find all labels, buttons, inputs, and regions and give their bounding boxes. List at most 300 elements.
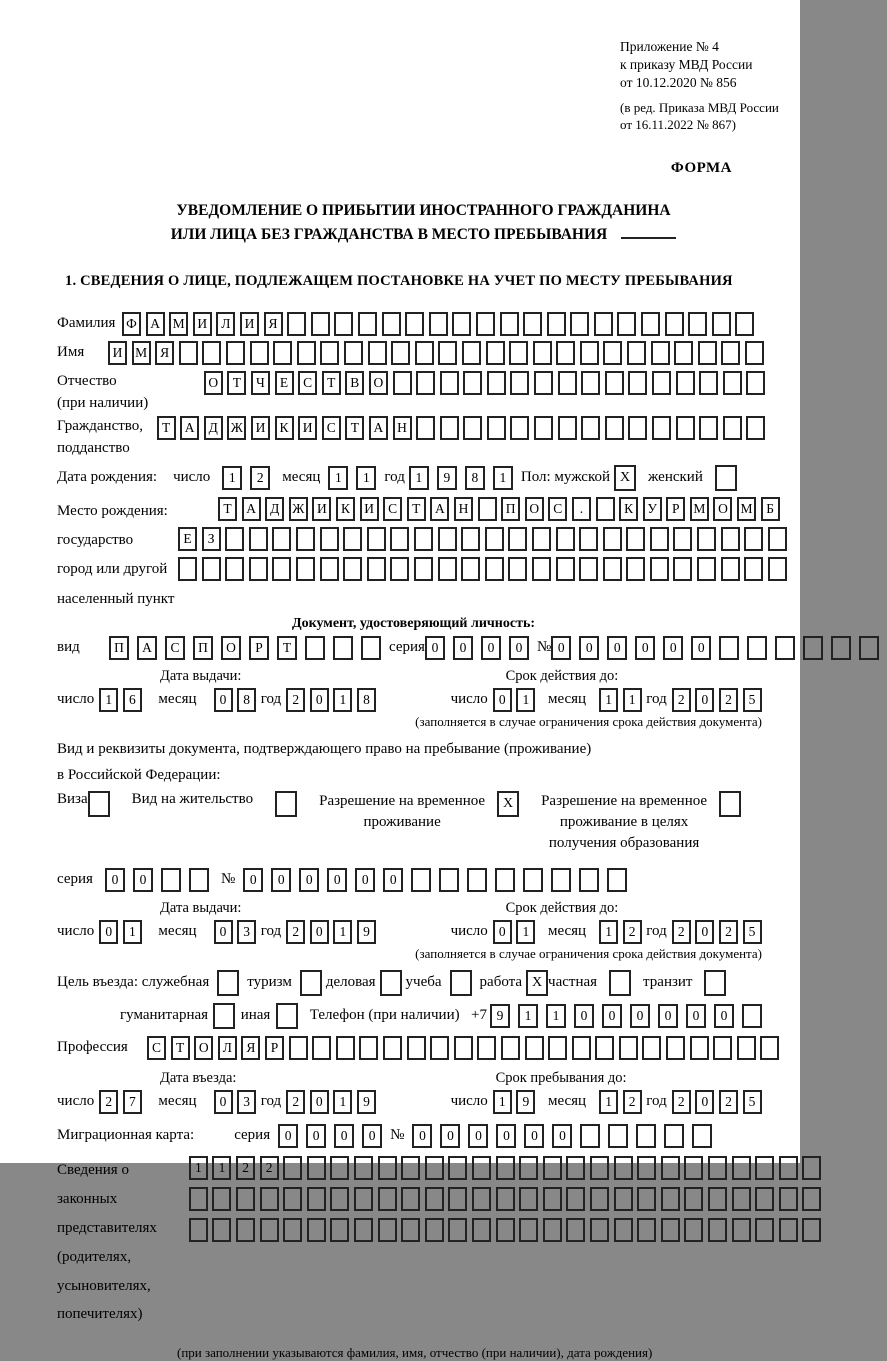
mig-series-label: серия bbox=[234, 1127, 271, 1144]
temp-residence-edu-checkbox[interactable] bbox=[719, 791, 741, 817]
purpose-business-label: деловая bbox=[325, 974, 376, 991]
migration-card-label: Миграционная карта: bbox=[57, 1127, 195, 1144]
char-cell: 0 bbox=[299, 868, 319, 892]
char-cell: 0 bbox=[695, 688, 714, 712]
char-cell bbox=[496, 1218, 515, 1242]
visa-checkbox[interactable] bbox=[88, 791, 110, 817]
year-label: год bbox=[260, 923, 282, 940]
entry-month-cells[interactable] bbox=[214, 1090, 261, 1114]
char-cell bbox=[609, 970, 631, 996]
char-cell bbox=[708, 1218, 727, 1242]
char-cell bbox=[296, 557, 315, 581]
surname-cells[interactable] bbox=[122, 312, 759, 336]
birth-place-labels bbox=[57, 497, 178, 614]
purpose-official-checkbox[interactable] bbox=[217, 970, 239, 996]
char-cell bbox=[590, 1156, 609, 1180]
birth-month-cells[interactable] bbox=[328, 466, 384, 490]
doc-valid-year-cells[interactable] bbox=[672, 688, 766, 712]
permit-valid-note: (заполняется в случае ограничения срока действия документа) bbox=[415, 945, 762, 961]
char-cell bbox=[674, 341, 693, 365]
char-cell: Б bbox=[761, 497, 780, 521]
char-cell bbox=[742, 1004, 762, 1028]
char-cell bbox=[684, 1187, 703, 1211]
char-cell bbox=[721, 527, 740, 551]
char-cell: 8 bbox=[465, 466, 485, 490]
char-cell: Я bbox=[241, 1036, 260, 1060]
char-cell bbox=[744, 557, 763, 581]
stay-month-cells[interactable] bbox=[599, 1090, 646, 1114]
char-cell: 0 bbox=[310, 920, 329, 944]
month-label: месяц bbox=[282, 469, 321, 486]
char-cell: И bbox=[193, 312, 212, 336]
birth-place-row2-cells[interactable] bbox=[178, 527, 791, 551]
year-label: год bbox=[646, 923, 667, 940]
doc-kind-cells[interactable] bbox=[109, 636, 389, 660]
entry-day-cells[interactable] bbox=[99, 1090, 146, 1114]
char-cell: 0 bbox=[658, 1004, 678, 1028]
char-cell bbox=[448, 1156, 467, 1180]
char-cell bbox=[603, 341, 622, 365]
year-label: год bbox=[384, 469, 405, 486]
char-cell bbox=[581, 416, 600, 440]
char-cell bbox=[721, 341, 740, 365]
purpose-humanitarian-checkbox[interactable] bbox=[213, 1003, 235, 1029]
char-cell: А bbox=[137, 636, 157, 660]
doc-number-label: № bbox=[536, 639, 552, 656]
char-cell bbox=[732, 1156, 751, 1180]
char-cell bbox=[650, 527, 669, 551]
permit-issue-day-cells[interactable] bbox=[99, 920, 146, 944]
char-cell bbox=[250, 341, 269, 365]
char-cell bbox=[487, 416, 506, 440]
char-cell: 1 bbox=[599, 1090, 618, 1114]
char-cell bbox=[755, 1156, 774, 1180]
char-cell: 2 bbox=[260, 1156, 279, 1180]
char-cell bbox=[393, 371, 412, 395]
entry-date-header: Дата въезда: bbox=[160, 1069, 237, 1086]
char-cell: 1 bbox=[599, 920, 618, 944]
char-cell bbox=[596, 497, 615, 521]
char-cell bbox=[684, 1156, 703, 1180]
char-cell bbox=[508, 557, 527, 581]
purpose-work-checkbox[interactable] bbox=[526, 970, 548, 996]
char-cell bbox=[690, 1036, 709, 1060]
char-cell bbox=[509, 341, 528, 365]
char-cell: Д bbox=[204, 416, 223, 440]
char-cell bbox=[661, 1156, 680, 1180]
char-cell: 1 bbox=[222, 466, 242, 490]
char-cell bbox=[755, 1218, 774, 1242]
char-cell bbox=[416, 416, 435, 440]
char-cell bbox=[472, 1187, 491, 1211]
day-label: число bbox=[450, 1093, 488, 1110]
doc-series-label: серия bbox=[389, 639, 425, 656]
guardians-label-line1: Сведения о bbox=[57, 1161, 129, 1178]
char-cell bbox=[189, 1218, 208, 1242]
patronymic-label bbox=[57, 371, 204, 415]
char-cell: Т bbox=[227, 371, 246, 395]
char-cell: 1 bbox=[493, 1090, 512, 1114]
char-cell: С bbox=[147, 1036, 166, 1060]
patronymic-cells[interactable] bbox=[204, 371, 770, 395]
birth-day-cells[interactable] bbox=[222, 466, 278, 490]
char-cell: О bbox=[221, 636, 241, 660]
char-cell: М bbox=[169, 312, 188, 336]
char-cell bbox=[608, 1124, 628, 1148]
char-cell bbox=[275, 791, 297, 817]
form-title bbox=[57, 199, 770, 247]
char-cell bbox=[626, 527, 645, 551]
char-cell bbox=[300, 970, 322, 996]
name-label: Имя bbox=[57, 344, 85, 361]
char-cell: 0 bbox=[695, 1090, 714, 1114]
char-cell bbox=[425, 1218, 444, 1242]
profession-cells[interactable] bbox=[147, 1036, 784, 1060]
char-cell bbox=[642, 1036, 661, 1060]
char-cell bbox=[378, 1218, 397, 1242]
char-cell: X bbox=[526, 970, 548, 996]
char-cell bbox=[307, 1156, 326, 1180]
char-cell bbox=[580, 341, 599, 365]
char-cell bbox=[367, 557, 386, 581]
char-cell: 0 bbox=[468, 1124, 488, 1148]
char-cell: Н bbox=[393, 416, 412, 440]
char-cell bbox=[688, 312, 707, 336]
permit-series-cells[interactable] bbox=[105, 868, 217, 892]
char-cell: 9 bbox=[490, 1004, 510, 1028]
char-cell bbox=[603, 557, 622, 581]
char-cell bbox=[380, 970, 402, 996]
char-cell bbox=[226, 341, 245, 365]
char-cell bbox=[236, 1218, 255, 1242]
stay-day-cells[interactable] bbox=[493, 1090, 540, 1114]
char-cell bbox=[283, 1156, 302, 1180]
temp-residence-edu-label-line1: Разрешение на временное bbox=[541, 792, 708, 809]
char-cell: И bbox=[108, 341, 127, 365]
doc-issue-day-cells[interactable] bbox=[99, 688, 146, 712]
birth-place-row3-cells[interactable] bbox=[178, 557, 791, 581]
char-cell: И bbox=[312, 497, 331, 521]
purpose-study-checkbox[interactable] bbox=[450, 970, 472, 996]
month-label: месяц bbox=[547, 691, 587, 708]
char-cell bbox=[478, 497, 497, 521]
char-cell: 0 bbox=[481, 636, 501, 660]
doc-issue-month-cells[interactable] bbox=[214, 688, 261, 712]
char-cell bbox=[579, 527, 598, 551]
char-cell bbox=[572, 1036, 591, 1060]
guardians-label-line2: законных bbox=[57, 1190, 118, 1207]
char-cell bbox=[495, 868, 515, 892]
char-cell: М bbox=[690, 497, 709, 521]
sex-male-checkbox[interactable] bbox=[614, 465, 636, 491]
char-cell: А bbox=[242, 497, 261, 521]
char-cell: 3 bbox=[237, 1090, 256, 1114]
char-cell bbox=[768, 557, 787, 581]
char-cell bbox=[273, 341, 292, 365]
appendix-reference bbox=[620, 38, 779, 134]
char-cell: 0 bbox=[691, 636, 711, 660]
char-cell: 1 bbox=[99, 688, 118, 712]
char-cell bbox=[519, 1187, 538, 1211]
residence-doc-label-line1: Вид и реквизиты документа, подтверждающего право на пребывание (проживание) bbox=[57, 740, 592, 757]
char-cell bbox=[260, 1187, 279, 1211]
char-cell bbox=[438, 557, 457, 581]
char-cell bbox=[551, 868, 571, 892]
residence-permit-checkbox[interactable] bbox=[275, 791, 297, 817]
day-label: число bbox=[173, 469, 211, 486]
char-cell bbox=[532, 557, 551, 581]
char-cell bbox=[330, 1156, 349, 1180]
stay-until-header: Срок пребывания до: bbox=[495, 1069, 627, 1086]
char-cell bbox=[390, 557, 409, 581]
char-cell bbox=[715, 465, 737, 491]
char-cell: Д bbox=[265, 497, 284, 521]
doc-valid-day-cells[interactable] bbox=[493, 688, 540, 712]
char-cell bbox=[556, 527, 575, 551]
char-cell bbox=[699, 371, 718, 395]
permit-valid-year-cells[interactable] bbox=[672, 920, 766, 944]
char-cell: 0 bbox=[509, 636, 529, 660]
char-cell bbox=[472, 1156, 491, 1180]
phone-cells[interactable] bbox=[490, 1004, 770, 1028]
permit-number-cells[interactable] bbox=[243, 868, 635, 892]
doc-number-cells[interactable] bbox=[551, 636, 887, 660]
char-cell bbox=[532, 527, 551, 551]
purpose-tourism-checkbox[interactable] bbox=[300, 970, 322, 996]
char-cell: А bbox=[146, 312, 165, 336]
guardians-row1-cells[interactable] bbox=[189, 1156, 826, 1180]
char-cell bbox=[721, 557, 740, 581]
char-cell bbox=[637, 1156, 656, 1180]
char-cell: Л bbox=[218, 1036, 237, 1060]
char-cell bbox=[391, 341, 410, 365]
char-cell bbox=[723, 371, 742, 395]
char-cell: 8 bbox=[237, 688, 256, 712]
permit-number-label: № bbox=[220, 871, 236, 888]
char-cell bbox=[525, 1036, 544, 1060]
char-cell bbox=[378, 1187, 397, 1211]
birth-place-label-line2: государство bbox=[57, 532, 134, 549]
char-cell: А bbox=[430, 497, 449, 521]
char-cell bbox=[354, 1156, 373, 1180]
char-cell bbox=[619, 1036, 638, 1060]
char-cell bbox=[579, 868, 599, 892]
birth-place-row1-cells[interactable] bbox=[218, 497, 784, 521]
char-cell: 0 bbox=[607, 636, 627, 660]
char-cell bbox=[462, 341, 481, 365]
char-cell bbox=[628, 371, 647, 395]
doc-issue-year-cells[interactable] bbox=[286, 688, 380, 712]
char-cell bbox=[692, 1124, 712, 1148]
permit-issue-year-cells[interactable] bbox=[286, 920, 380, 944]
char-cell: 2 bbox=[236, 1156, 255, 1180]
temp-residence-edu-label-line3: получения образования bbox=[548, 834, 700, 851]
char-cell bbox=[534, 416, 553, 440]
char-cell bbox=[463, 371, 482, 395]
char-cell bbox=[401, 1218, 420, 1242]
permit-issue-month-cells[interactable] bbox=[214, 920, 261, 944]
char-cell bbox=[831, 636, 851, 660]
profession-label: Профессия bbox=[57, 1039, 128, 1056]
char-cell bbox=[487, 371, 506, 395]
char-cell bbox=[590, 1218, 609, 1242]
purpose-label: Цель въезда: служебная bbox=[57, 974, 210, 991]
doc-valid-month-cells[interactable] bbox=[599, 688, 646, 712]
char-cell: 1 bbox=[333, 688, 352, 712]
char-cell: 0 bbox=[243, 868, 263, 892]
char-cell: Л bbox=[216, 312, 235, 336]
char-cell bbox=[330, 1218, 349, 1242]
char-cell bbox=[747, 636, 767, 660]
char-cell: 0 bbox=[602, 1004, 622, 1028]
char-cell bbox=[737, 1036, 756, 1060]
char-cell: Р bbox=[249, 636, 269, 660]
char-cell: 2 bbox=[623, 920, 642, 944]
purpose-work-label: работа bbox=[479, 974, 523, 991]
stay-year-cells[interactable] bbox=[672, 1090, 766, 1114]
mig-number-cells[interactable] bbox=[412, 1124, 720, 1148]
permit-valid-month-cells[interactable] bbox=[599, 920, 646, 944]
purpose-other-label: иная bbox=[240, 1007, 271, 1024]
doc-series-cells[interactable] bbox=[425, 636, 537, 660]
char-cell bbox=[448, 1218, 467, 1242]
char-cell bbox=[320, 557, 339, 581]
char-cell bbox=[697, 527, 716, 551]
char-cell: О bbox=[369, 371, 388, 395]
char-cell bbox=[272, 557, 291, 581]
char-cell: 1 bbox=[409, 466, 429, 490]
char-cell bbox=[534, 371, 553, 395]
char-cell: 9 bbox=[357, 920, 376, 944]
char-cell bbox=[334, 312, 353, 336]
char-cell bbox=[249, 527, 268, 551]
purpose-business-checkbox[interactable] bbox=[380, 970, 402, 996]
char-cell: 2 bbox=[286, 688, 305, 712]
char-cell bbox=[333, 636, 353, 660]
char-cell bbox=[605, 371, 624, 395]
char-cell: 1 bbox=[189, 1156, 208, 1180]
temp-residence-checkbox[interactable] bbox=[497, 791, 519, 817]
purpose-study-label: учеба bbox=[405, 974, 442, 991]
char-cell bbox=[485, 527, 504, 551]
patronymic-label-line1: Отчество bbox=[57, 372, 117, 389]
char-cell bbox=[213, 1003, 235, 1029]
char-cell bbox=[627, 341, 646, 365]
guardians-label-line4: (родителях, bbox=[57, 1248, 132, 1265]
char-cell: 1 bbox=[599, 688, 618, 712]
char-cell: П bbox=[501, 497, 520, 521]
guardians-labels bbox=[57, 1156, 157, 1330]
char-cell: 0 bbox=[496, 1124, 516, 1148]
char-cell bbox=[746, 371, 765, 395]
char-cell bbox=[746, 416, 765, 440]
char-cell bbox=[641, 312, 660, 336]
char-cell bbox=[744, 527, 763, 551]
doc-kind-label: вид bbox=[57, 639, 80, 656]
char-cell bbox=[673, 527, 692, 551]
purpose-private-label: частная bbox=[548, 974, 598, 991]
char-cell bbox=[581, 371, 600, 395]
guardians-row2-cells[interactable] bbox=[189, 1187, 826, 1211]
char-cell bbox=[367, 527, 386, 551]
char-cell bbox=[401, 1187, 420, 1211]
permit-series-label: серия bbox=[57, 871, 93, 888]
purpose-private-checkbox[interactable] bbox=[609, 970, 631, 996]
doc-issue-date-block bbox=[57, 668, 381, 712]
char-cell bbox=[461, 527, 480, 551]
char-cell bbox=[476, 312, 495, 336]
char-cell: 1 bbox=[516, 920, 535, 944]
birth-place-label-line3: город или другой bbox=[57, 561, 168, 578]
char-cell: 2 bbox=[286, 1090, 305, 1114]
char-cell: 2 bbox=[719, 688, 738, 712]
char-cell bbox=[775, 636, 795, 660]
char-cell: 1 bbox=[333, 920, 352, 944]
char-cell: 5 bbox=[743, 1090, 762, 1114]
char-cell: З bbox=[202, 527, 221, 551]
char-cell bbox=[225, 557, 244, 581]
char-cell bbox=[359, 1036, 378, 1060]
char-cell bbox=[614, 1218, 633, 1242]
char-cell: 0 bbox=[214, 1090, 233, 1114]
sex-female-checkbox[interactable] bbox=[715, 465, 737, 491]
char-cell: 2 bbox=[250, 466, 270, 490]
char-cell: 2 bbox=[719, 1090, 738, 1114]
guardians-row3-cells[interactable] bbox=[189, 1218, 826, 1242]
name-cells[interactable] bbox=[108, 341, 769, 365]
char-cell bbox=[307, 1187, 326, 1211]
purpose-transit-checkbox[interactable] bbox=[704, 970, 726, 996]
purpose-other-checkbox[interactable] bbox=[276, 1003, 298, 1029]
char-cell bbox=[450, 970, 472, 996]
char-cell: Е bbox=[275, 371, 294, 395]
char-cell bbox=[212, 1218, 231, 1242]
char-cell bbox=[343, 557, 362, 581]
char-cell bbox=[467, 868, 487, 892]
permit-valid-until-header: Срок действия до: bbox=[505, 899, 619, 916]
entry-year-cells[interactable] bbox=[286, 1090, 380, 1114]
char-cell: Я bbox=[155, 341, 174, 365]
char-cell: 0 bbox=[310, 688, 329, 712]
patronymic-label-line2: (при наличии) bbox=[57, 394, 149, 411]
char-cell bbox=[704, 970, 726, 996]
char-cell bbox=[477, 1036, 496, 1060]
char-cell bbox=[472, 1218, 491, 1242]
char-cell: С bbox=[548, 497, 567, 521]
char-cell bbox=[500, 312, 519, 336]
char-cell: 0 bbox=[355, 868, 375, 892]
char-cell: 0 bbox=[440, 1124, 460, 1148]
char-cell: 0 bbox=[334, 1124, 354, 1148]
permit-valid-day-cells[interactable] bbox=[493, 920, 540, 944]
char-cell: 0 bbox=[306, 1124, 326, 1148]
char-cell bbox=[330, 1187, 349, 1211]
char-cell bbox=[283, 1187, 302, 1211]
char-cell bbox=[661, 1187, 680, 1211]
char-cell bbox=[260, 1218, 279, 1242]
phone-prefix: +7 bbox=[471, 1007, 487, 1024]
day-label: число bbox=[57, 691, 95, 708]
mig-series-cells[interactable] bbox=[278, 1124, 390, 1148]
char-cell: У bbox=[643, 497, 662, 521]
char-cell bbox=[779, 1156, 798, 1180]
char-cell bbox=[580, 1124, 600, 1148]
citizenship-cells[interactable] bbox=[157, 416, 770, 440]
birth-year-cells[interactable] bbox=[409, 466, 521, 490]
char-cell: 1 bbox=[328, 466, 348, 490]
char-cell: О bbox=[713, 497, 732, 521]
char-cell bbox=[712, 312, 731, 336]
